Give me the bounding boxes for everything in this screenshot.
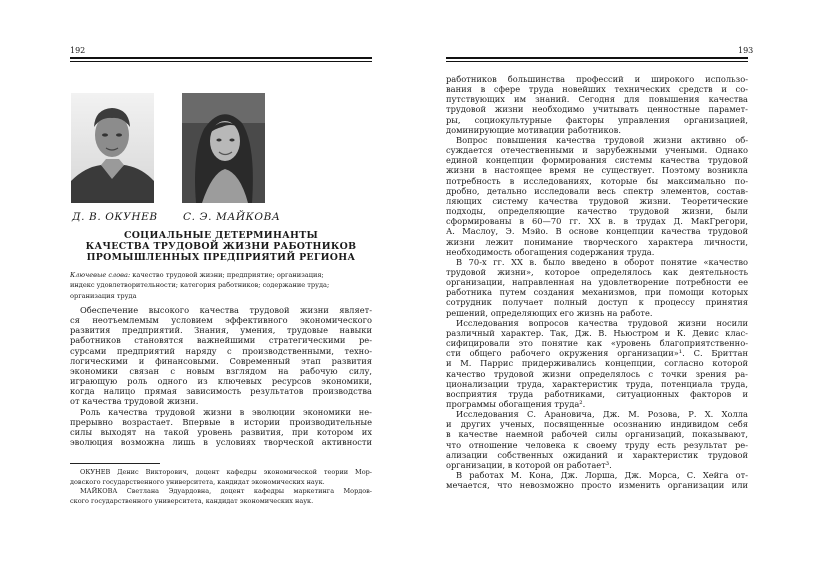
body-line: когда налицо прямая зависимость результатов производства [70, 386, 372, 397]
header-rule-thin [446, 61, 748, 62]
body-line: мечается, что невозможно просто изменить организации или [446, 480, 748, 491]
keywords-line: Ключевые слова: качество трудовой жизни; предприятие; организация; [70, 271, 324, 279]
author-name-maykova: С. Э. МАЙКОВА [183, 211, 281, 223]
body-line: трудовой жизни необходимо учитывать ценностные парамет- [446, 104, 748, 115]
header-rule [446, 57, 748, 59]
body-line: в качестве наемной рабочей силы организаций, показывают, [446, 429, 748, 440]
keywords [70, 270, 372, 301]
body-line: ционализации труда, характеристик труда, потенциала труда, [446, 378, 748, 389]
body-line: суждается отечественными и зарубежными учеными. Однако [446, 145, 748, 156]
body-line: дробно, детально исследовали весь спектр элементов, состав- [446, 185, 748, 196]
body-line: эволюция возможна лишь в условиях творческой активности [70, 437, 372, 448]
article-title [66, 230, 376, 263]
body-line: жизни в настоящее время не существует. Поэтому возникла [446, 165, 748, 176]
body-line: Вопрос повышения качества трудовой жизни активно об- [456, 134, 748, 145]
body-line: и М. Паррис придерживались концепции, согласно которой [446, 358, 748, 369]
footnote-line: довского государственного университета, кандидат экономических наук. [70, 477, 325, 486]
body-line: необходимость обогащения содержания труда. [446, 246, 655, 257]
body-line: ализации собственных ожиданий и характеристик трудовой [446, 449, 748, 460]
body-line: экономики связан с новым взглядом на рабочую силу, [70, 365, 372, 376]
author-photo-maykova [182, 93, 265, 203]
body-line: ры, социокультурные факторы управления организацией, [446, 114, 748, 125]
body-line: работника путем создания механизмов, при помощи которых [446, 287, 748, 298]
body-line: доминирующие мотивации работников. [446, 124, 621, 135]
body-line: вания в сфере труда новейших технических средств и со- [446, 84, 748, 95]
body-line: организации, в которой он работает³. [446, 459, 612, 470]
body-line: от качества трудовой жизни. [70, 396, 199, 407]
right-body-text [446, 74, 748, 490]
body-line: сурсами предприятий наряду с производственными, техно- [70, 345, 372, 356]
body-line: качество трудовой жизни определялось с точки зрения ра- [446, 368, 748, 379]
body-line: работников большинства профессий и широкого использо- [446, 74, 748, 84]
keywords-label: Ключевые слова: [70, 271, 131, 279]
body-line: логическими и финансовыми. Современный этап развития [70, 355, 372, 366]
right-page [410, 0, 820, 580]
body-line: играющую роль одного из ключевых ресурсов экономики, [70, 376, 372, 387]
keywords-line: организация труда [70, 291, 137, 300]
body-line: жизни лежит понимание творческого характера личности, [446, 236, 748, 247]
header-rule [70, 57, 372, 59]
body-line: путствующих им знаний. Сегодня для повышения качества [446, 94, 748, 105]
body-line: В работах М. Кона, Дж. Лорша, Дж. Морса, С. Хейга от- [456, 470, 748, 481]
left-body-text [70, 305, 372, 447]
author-footnotes [70, 468, 372, 506]
body-line: восприятия труда работниками, ситуационных факторов и [446, 388, 748, 399]
body-line: прерывно возрастает. Впервые в истории производительные [70, 416, 372, 427]
body-line: что отношение человека к своему труду есть результат ре- [446, 439, 748, 450]
body-line: работников становятся важнейшими стратегическими ре- [70, 335, 372, 346]
footnote-line: МАЙКОВА Светлана Эдуардовна, доцент кафедры маркетинга Мордов- [80, 487, 372, 496]
body-line: организации, направленная на удовлетворение потребности ее [446, 277, 748, 288]
body-line: трудовой жизни», которое определялось как деятельность [446, 266, 748, 277]
title-line: КАЧЕСТВА ТРУДОВОЙ ЖИЗНИ РАБОТНИКОВ [85, 241, 357, 252]
body-line: потребность в исследованиях, которые бы максимально по- [446, 175, 748, 186]
body-line: ся неотъемлемым условием эффективного экономического [70, 315, 372, 326]
body-line: Исследования С. Арановича, Дж. М. Розова, Р. Х. Холла [456, 409, 748, 420]
body-line: сифицировали это понятие как «уровень благоприятственно- [446, 338, 748, 349]
body-line: Исследования вопросов качества трудовой жизни носили [456, 317, 748, 328]
body-line: подходы, определяющие качество трудовой жизни, были [446, 206, 748, 217]
footnote-separator [70, 463, 160, 464]
body-line: сформированы в 60—70 гг. XX в. в трудах Д. МакГрегори, [446, 216, 748, 227]
body-line: Обеспечение высокого качества трудовой жизни являет- [80, 305, 372, 315]
footnote-line: ОКУНЕВ Денис Викторович, доцент кафедры экономической теории Мор- [80, 468, 372, 476]
body-line: единой концепции формирования системы качества трудовой [446, 155, 748, 166]
page-number: 193 [738, 46, 754, 55]
body-line: и других ученых, посвященные осознанию индивидом себя [446, 419, 748, 430]
body-line: сти общего рабочего окружения организации»¹. С. Бриттан [446, 348, 748, 359]
body-line: ляющих систему качества трудовой жизни. Теоретические [446, 195, 748, 206]
body-line: программы обогащения труда². [446, 399, 586, 409]
body-line: Роль качества трудовой жизни в эволюции экономики не- [80, 406, 372, 417]
body-line: сотрудник получает полный доступ к процессу принятия [446, 297, 748, 308]
author-photo-okunev [71, 93, 154, 203]
header-rule-thin [70, 61, 372, 62]
footnote-line: ского государственного университета, кандидат экономических наук. [70, 496, 314, 505]
body-line: В 70-х гг. XX в. было введено в оборот понятие «качество [456, 256, 748, 267]
title-line: ПРОМЫШЛЕННЫХ ПРЕДПРИЯТИЙ РЕГИОНА [86, 252, 356, 263]
body-line: решений, определяющих его жизнь на работе. [446, 307, 653, 318]
body-line: силы выходят на такой уровень развития, при котором их [70, 426, 372, 437]
body-line: развития предприятий. Знания, умения, трудовые навыки [70, 325, 372, 336]
keywords-line: индекс удовлетворительности; категория работников; содержание труда; [70, 281, 330, 290]
author-name-okunev: Д. В. ОКУНЕВ [72, 211, 158, 223]
body-line: различный характер. Так, Дж. В. Ньюстром и К. Девис клас- [446, 327, 748, 338]
body-line: А. Маслоу, Э. Мэйо. В основе концепции качества трудовой [446, 226, 748, 237]
page-number: 192 [70, 46, 86, 55]
title-line: СОЦИАЛЬНЫЕ ДЕТЕРМИНАНТЫ [123, 230, 319, 241]
